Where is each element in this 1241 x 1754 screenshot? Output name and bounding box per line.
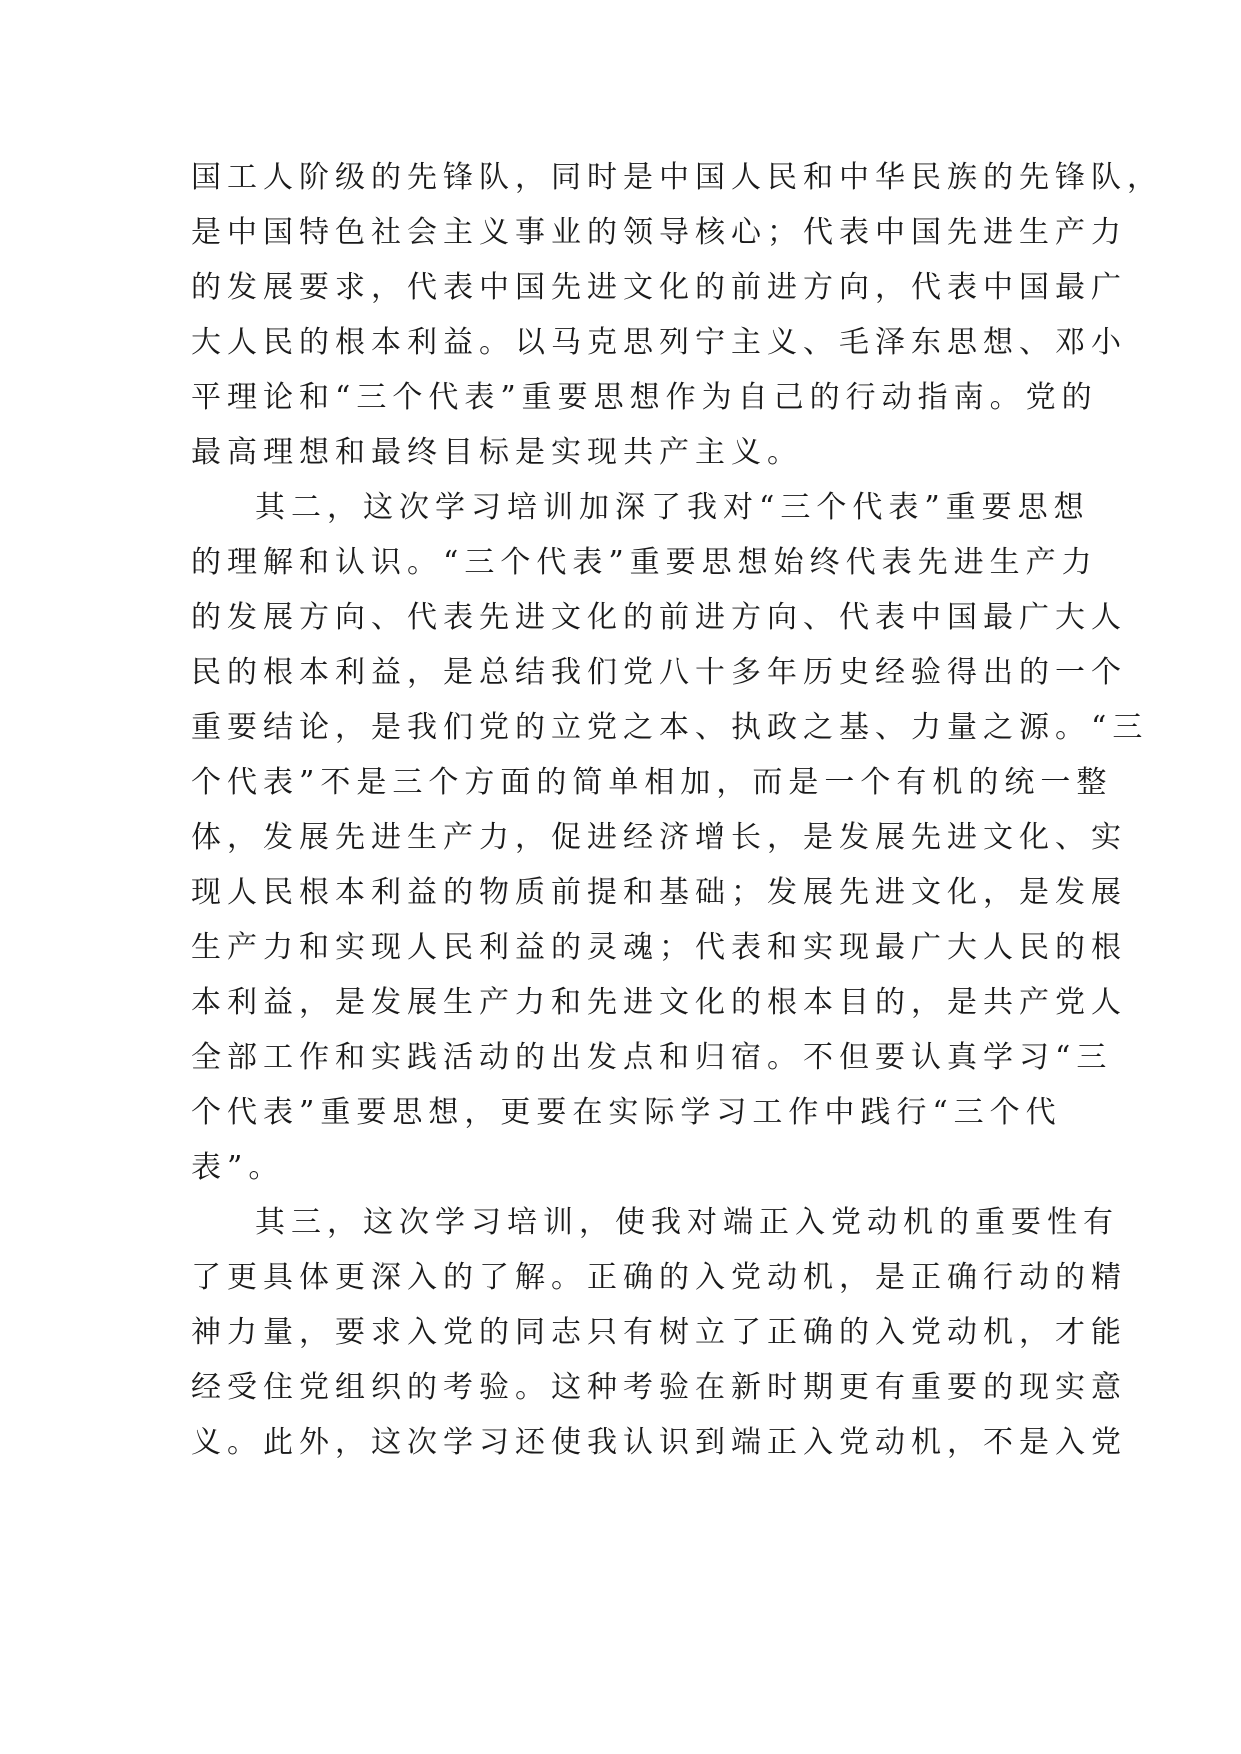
text-line: 重要结论，是我们党的立党之本、执政之基、力量之源。“三	[191, 710, 1149, 745]
text-line: 本利益，是发展生产力和先进文化的根本目的，是共产党人	[191, 985, 1127, 1020]
text-line: 体，发展先进生产力，促进经济增长，是发展先进文化、实	[191, 820, 1127, 855]
text-line: 的发展方向、代表先进文化的前进方向、代表中国最广大人	[191, 600, 1127, 635]
text-line: 生产力和实现人民利益的灵魂；代表和实现最广大人民的根	[191, 930, 1127, 965]
text-line: 最高理想和最终目标是实现共产主义。	[191, 435, 803, 470]
paragraph-start-line: 其二，这次学习培训加深了我对“三个代表”重要思想	[255, 490, 1090, 525]
body-text	[191, 150, 1163, 1470]
text-line: 的理解和认识。“三个代表”重要思想始终代表先进生产力	[191, 545, 1098, 580]
text-line: 是中国特色社会主义事业的领导核心；代表中国先进生产力	[191, 215, 1127, 250]
text-line: 经受住党组织的考验。这种考验在新时期更有重要的现实意	[191, 1370, 1127, 1405]
text-line: 义。此外，这次学习还使我认识到端正入党动机，不是入党	[191, 1425, 1127, 1460]
text-line: 表”。	[191, 1150, 285, 1185]
text-line: 的发展要求，代表中国先进文化的前进方向，代表中国最广	[191, 270, 1127, 305]
text-line: 个代表”不是三个方面的简单相加，而是一个有机的统一整	[191, 765, 1113, 800]
text-line: 大人民的根本利益。以马克思列宁主义、毛泽东思想、邓小	[191, 325, 1127, 360]
text-line: 平理论和“三个代表”重要思想作为自己的行动指南。党的	[191, 380, 1098, 415]
text-line: 神力量，要求入党的同志只有树立了正确的入党动机，才能	[191, 1315, 1127, 1350]
text-line: 国工人阶级的先锋队，同时是中国人民和中华民族的先锋队，	[191, 160, 1163, 195]
text-line: 民的根本利益，是总结我们党八十多年历史经验得出的一个	[191, 655, 1127, 690]
paragraph-start-line: 其三，这次学习培训，使我对端正入党动机的重要性有	[255, 1205, 1119, 1240]
text-line: 现人民根本利益的物质前提和基础；发展先进文化，是发展	[191, 875, 1127, 910]
text-line: 个代表”重要思想，更要在实际学习工作中践行“三个代	[191, 1095, 1062, 1130]
text-line: 全部工作和实践活动的出发点和归宿。不但要认真学习“三	[191, 1040, 1113, 1075]
text-line: 了更具体更深入的了解。正确的入党动机，是正确行动的精	[191, 1260, 1127, 1295]
